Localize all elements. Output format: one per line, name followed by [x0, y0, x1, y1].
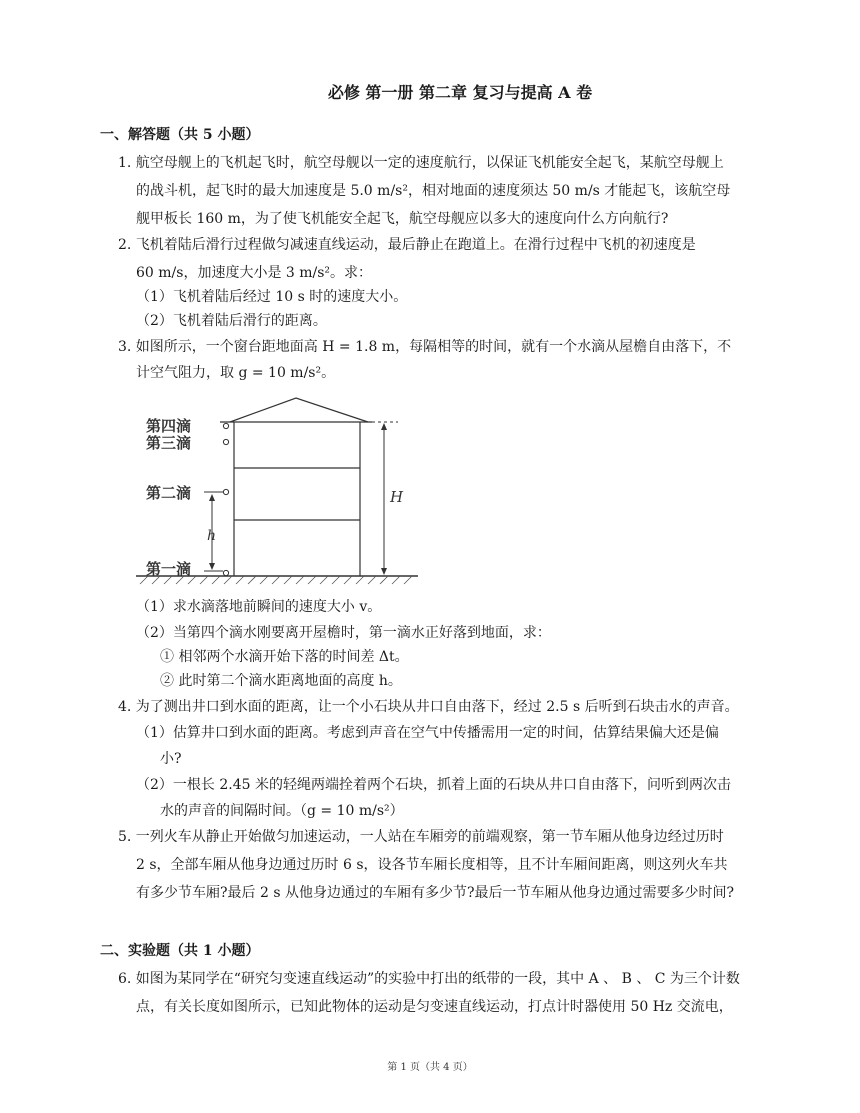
section-heading-2: 二、实验题（共 1 小题） — [100, 943, 260, 959]
label-H: H — [390, 488, 404, 506]
q3-circ-1: ① 相邻两个水滴开始下落的时间差 Δt。 — [160, 649, 409, 665]
q4-sub-2a: （2）一根长 2.45 米的轻绳两端拴着两个石块，抓着上面的石块从井口自由落下，问听到两次击 — [136, 777, 731, 793]
drop-4-dot — [223, 423, 228, 428]
q2-sub-2: （2）飞机着陆后滑行的距离。 — [136, 313, 327, 329]
q3-line-1: 3. 如图所示，一个窗台距地面高 H = 1.8 m，每隔相等的时间，就有一个水滴从屋檐自由落下，不 — [118, 339, 732, 355]
q1-line-2: 的战斗机，起飞时的最大加速度是 5.0 m/s²，相对地面的速度须达 50 m/s 才能起飞，该航空母 — [136, 183, 731, 199]
q4-sub-1a: （1）估算井口到水面的距离。考虑到声音在空气中传播需用一定的时间，估算结果偏大还是偏 — [136, 725, 719, 741]
q4-line-1: 4. 为了测出井口到水面的距离，让一个小石块从井口自由落下，经过 2.5 s 后听到石块击水的声音。 — [118, 699, 739, 715]
label-h: h — [207, 528, 217, 544]
q3-line-2: 计空气阻力，取 g = 10 m/s²。 — [136, 365, 336, 381]
q5-line-3: 有多少节车厢?最后 2 s 从他身边通过的车厢有多少节?最后一节车厢从他身边通过需要多少时间? — [136, 885, 734, 901]
q2-sub-1: （1）飞机着陆后经过 10 s 时的速度大小。 — [136, 289, 408, 305]
water-drop-figure — [136, 388, 418, 590]
section-heading-1: 一、解答题（共 5 小题） — [100, 127, 260, 143]
drop-2-dot — [223, 489, 228, 494]
label-drop-2: 第二滴 — [146, 485, 192, 502]
q3-sub-1: （1）求水滴落地前瞬间的速度大小 v。 — [136, 599, 382, 615]
q3-circ-2: ② 此时第二个滴水距离地面的高度 h。 — [160, 673, 402, 689]
q2-line-1: 2. 飞机着陆后滑行过程做匀减速直线运动，最后静止在跑道上。在滑行过程中飞机的初速度是 — [118, 237, 696, 253]
label-drop-3: 第三滴 — [146, 435, 192, 452]
drop-1-dot — [223, 570, 228, 575]
label-drop-4: 第四滴 — [146, 418, 192, 435]
page-title: 必修 第一册 第二章 复习与提高 A 卷 — [327, 83, 593, 102]
page-footer: 第 1 页（共 4 页） — [387, 1062, 473, 1073]
q4-sub-1b: 小? — [160, 751, 182, 767]
label-drop-1: 第一滴 — [146, 561, 192, 578]
q5-line-2: 2 s，全部车厢从他身边通过历时 6 s，设各节车厢长度相等，且不计车厢间距离，则这列火车共 — [136, 857, 728, 873]
q5-line-1: 5. 一列火车从静止开始做匀加速运动，一人站在车厢旁的前端观察，第一节车厢从他身边经过历时 — [118, 829, 724, 845]
q2-line-2: 60 m/s，加速度大小是 3 m/s²。求： — [136, 265, 373, 281]
q1-line-1: 1. 航空母舰上的飞机起飞时，航空母舰以一定的速度航行，以保证飞机能安全起飞，某航空母舰上 — [118, 155, 724, 171]
q1-line-3: 舰甲板长 160 m，为了使飞机能安全起飞，航空母舰应以多大的速度向什么方向航行? — [136, 211, 669, 227]
drop-3-dot — [223, 439, 228, 444]
q4-sub-2b: 水的声音的间隔时间。（g = 10 m/s²） — [160, 803, 404, 819]
q6-line-1: 6. 如图为某同学在“研究匀变速直线运动”的实验中打出的纸带的一段，其中 A 、 B 、 C 为三个计数 — [118, 971, 740, 987]
q6-line-2: 点，有关长度如图所示，已知此物体的运动是匀变速直线运动，打点计时器使用 50 Hz 交流电， — [136, 999, 733, 1015]
q3-sub-2: （2）当第四个滴水刚要离开屋檐时，第一滴水正好落到地面，求： — [136, 625, 551, 641]
